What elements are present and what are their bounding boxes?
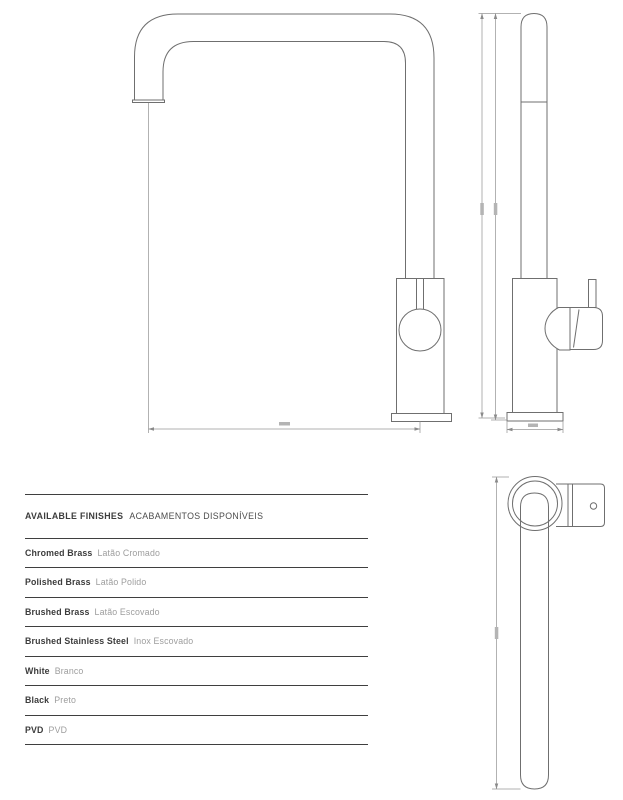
dimension-text	[495, 627, 499, 639]
handle-slot	[417, 279, 424, 310]
finish-row	[25, 568, 368, 598]
finish-name-pt: Branco	[54, 665, 84, 676]
finishes-header-pt: ACABAMENTOS DISPONÍVEIS	[129, 511, 264, 522]
finishes-table-header	[25, 495, 368, 539]
finish-name-en: Brushed Brass	[25, 606, 90, 617]
top-body-inner-circle	[513, 481, 558, 526]
finish-row	[25, 627, 368, 657]
finishes-header-en: AVAILABLE FINISHES	[25, 511, 124, 522]
finishes-table	[25, 494, 368, 745]
finish-name-pt: Latão Escovado	[94, 606, 160, 617]
finish-name-en: Chromed Brass	[25, 547, 93, 558]
side-handle-lever	[589, 280, 597, 308]
dimension-text	[528, 424, 538, 428]
side-height-dimensions	[479, 14, 522, 421]
cartridge-cover	[545, 308, 570, 351]
dimension-text	[480, 203, 484, 215]
dimension-text	[494, 203, 498, 215]
finish-name-pt: Inox Escovado	[133, 636, 194, 647]
side-column	[521, 14, 547, 279]
side-base-flange	[507, 413, 563, 422]
dimension-text	[279, 422, 290, 426]
finish-name-pt: Preto	[54, 695, 77, 706]
finish-name-en: White	[25, 665, 50, 676]
top-spout	[521, 493, 549, 789]
top-handle	[556, 484, 605, 527]
finish-row	[25, 716, 368, 746]
finish-name-en: Black	[25, 695, 50, 706]
side-base-dimension	[507, 421, 563, 433]
spout-inner-contour	[163, 42, 406, 279]
top-handle-neck	[568, 484, 573, 527]
side-body	[513, 279, 558, 413]
top-view-drawing	[492, 477, 605, 790]
faucet-body	[397, 279, 445, 414]
finish-name-en: PVD	[25, 724, 44, 735]
finish-row	[25, 686, 368, 716]
handle-knob	[399, 309, 441, 351]
side-view-drawing	[479, 14, 603, 434]
side-handle-body	[570, 308, 603, 350]
aerator-tip	[133, 100, 165, 103]
top-length-dimension	[492, 477, 521, 789]
finish-name-pt: Latão Cromado	[97, 547, 161, 558]
finish-row	[25, 657, 368, 687]
finish-name-en: Brushed Stainless Steel	[25, 636, 129, 647]
finish-name-pt: PVD	[48, 724, 68, 735]
front-reach-dimension	[149, 103, 421, 433]
finish-name-pt: Latão Polido	[95, 577, 147, 588]
top-body-outer-circle	[508, 477, 562, 531]
front-view-drawing	[133, 14, 452, 433]
finish-name-en: Polished Brass	[25, 577, 91, 588]
spout-outer-contour	[135, 14, 435, 279]
finish-row	[25, 598, 368, 628]
side-handle-detail	[574, 310, 580, 348]
set-screw	[590, 503, 596, 509]
finish-row	[25, 539, 368, 569]
base-flange	[392, 414, 452, 422]
